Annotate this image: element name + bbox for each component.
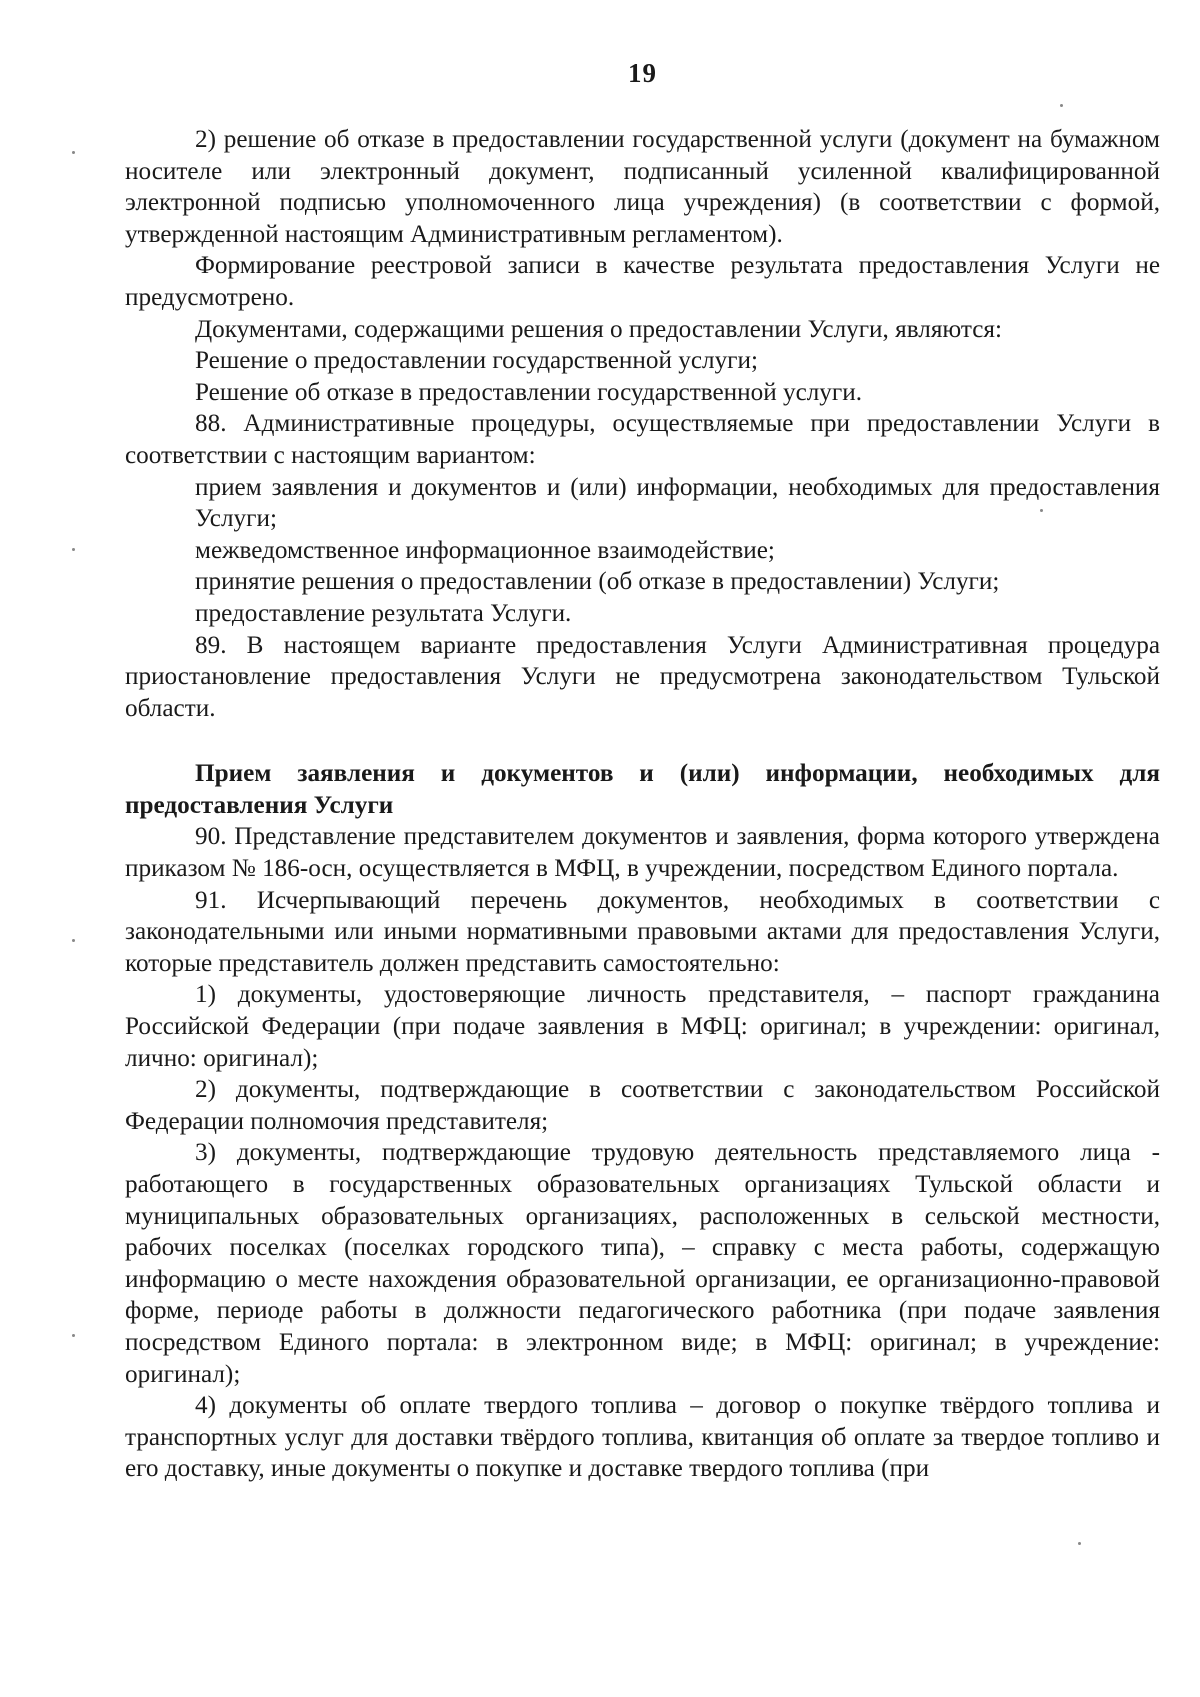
paragraph: Документами, содержащими решения о предоставлении Услуги, являются:	[195, 315, 1002, 343]
scan-speck	[72, 1334, 75, 1337]
scan-speck	[72, 939, 75, 942]
paragraph: 1) документы, удостоверяющие личность представителя, – паспорт гражданина Российской Федерации (при подаче заявления в МФЦ: оригинал; в учреждении: оригинал, лично: оригинал);	[125, 981, 1160, 1072]
paragraph: 2) документы, подтверждающие в соответствии с законодательством Российской Федерации полномочия представителя;	[125, 1076, 1160, 1135]
paragraph: 91. Исчерпывающий перечень документов, необходимых в соответствии с законодательными или иными нормативными правовыми актами для предоставления Услуги, которые представитель должен представить самостоятельно:	[125, 886, 1160, 977]
procedure-item: межведомственное информационное взаимодействие;	[195, 536, 775, 564]
scan-speck	[72, 151, 75, 154]
page-number: 19	[628, 58, 657, 88]
scan-speck	[72, 548, 75, 551]
document-body	[125, 124, 1160, 1485]
scan-speck	[1060, 104, 1063, 107]
paragraph: 3) документы, подтверждающие трудовую деятельность представляемого лица - работающего в государственных образовательных организациях Тульской области и муниципальных образовательных организациях, расположенных в сельской местности, рабочих поселках (поселках городского типа), – справку с места работы, содержащую информацию о месте нахождения образовательной организации, ее организационно-правовой форме, периоде работы в должности педагогического работника (при подаче заявления посредством Единого портала: в электронном виде; в МФЦ: оригинал; в учреждение: оригинал);	[125, 1139, 1160, 1388]
procedure-item: принятие решения о предоставлении (об отказе в предоставлении) Услуги;	[195, 568, 1000, 596]
paragraph: 90. Представление представителем документов и заявления, форма которого утверждена приказом № 186-осн, осуществляется в МФЦ, в учреждении, посредством Единого портала.	[125, 823, 1160, 883]
procedure-item: прием заявления и документов и (или) информации, необходимых для предоставления Услуги;	[195, 473, 1160, 533]
paragraph: 88. Административные процедуры, осуществляемые при предоставлении Услуги в соответствии с настоящим вариантом:	[125, 410, 1160, 469]
paragraph: Формирование реестровой записи в качестве результата предоставления Услуги не предусмотрено.	[125, 252, 1160, 311]
section-heading: Прием заявления и документов и (или) информации, необходимых для предоставления Услуги	[125, 760, 1160, 819]
paragraph: Решение об отказе в предоставлении государственной услуги.	[195, 378, 863, 406]
paragraph: 89. В настоящем варианте предоставления Услуги Административная процедура приостановление предоставления Услуги не предусмотрена законодательством Тульской области.	[125, 631, 1160, 722]
paragraph: 4) документы об оплате твердого топлива – договор о покупке твёрдого топлива и транспортных услуг для доставки твёрдого топлива, квитанция об оплате за твердое топливо и его доставку, иные документы о покупке и доставке твердого топлива (при	[125, 1392, 1160, 1483]
scan-speck	[1078, 1542, 1081, 1545]
scan-speck	[1040, 509, 1043, 512]
paragraph: 2) решение об отказе в предоставлении государственной услуги (документ на бумажном носителе или электронный документ, подписанный усиленной квалифицированной электронной подписью уполномоченного лица учреждения) (в соответствии с формой, утвержденной настоящим Административным регламентом).	[125, 126, 1160, 248]
paragraph: Решение о предоставлении государственной услуги;	[195, 347, 758, 375]
procedure-item: предоставление результата Услуги.	[195, 599, 572, 627]
